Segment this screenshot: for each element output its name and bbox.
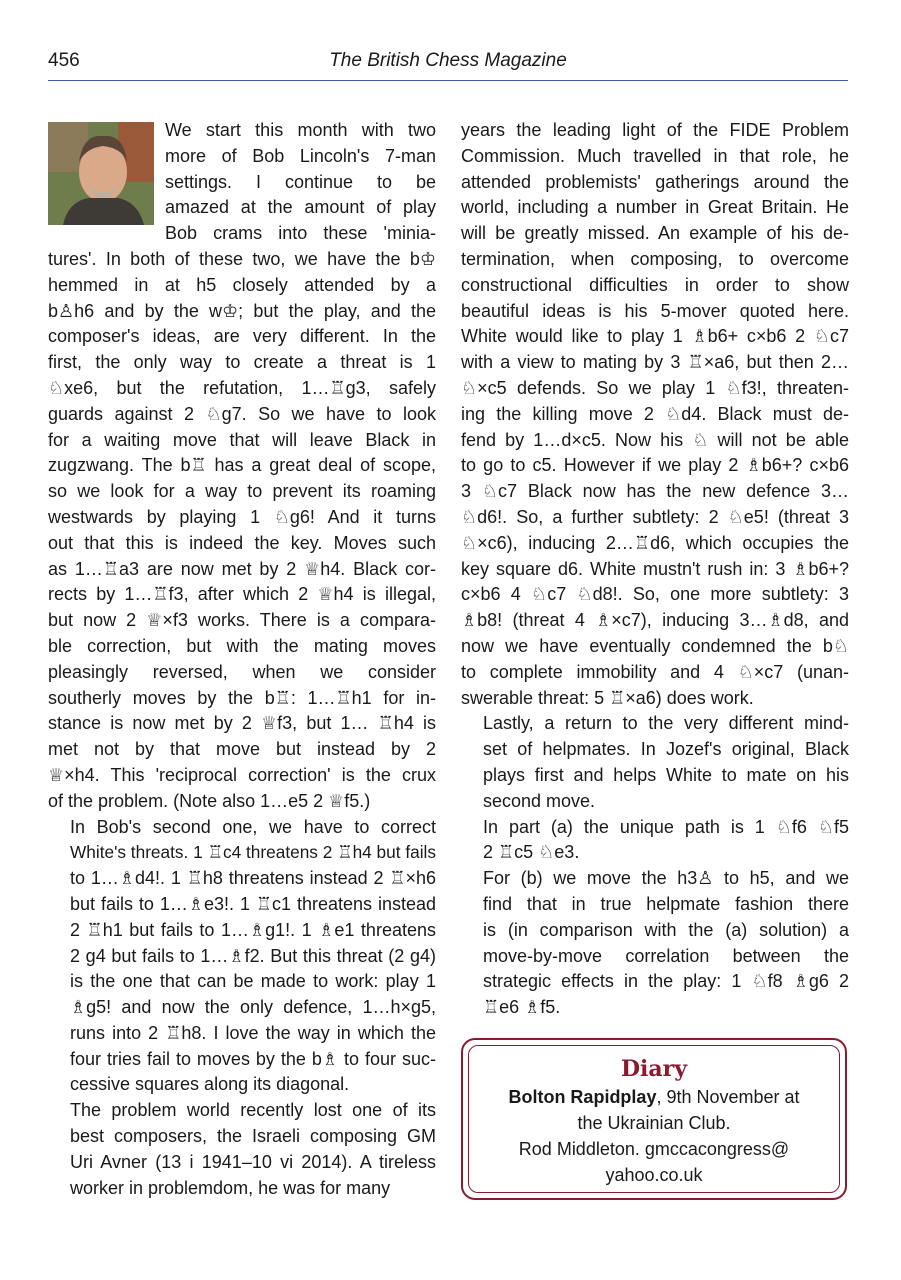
text-line: now we have eventually condemned the b♘ — [461, 635, 849, 656]
text-line: move-by-move correlation between the — [483, 945, 849, 966]
text-line: tures'. In both of these two, we have the b♔ — [48, 248, 436, 269]
text-line: key square d6. White mustn't rush in: 3 ♗b6+? — [461, 558, 849, 579]
text-line: is the one that can be made to work: play 1 — [70, 971, 436, 992]
text-line: worker in problemdom, he was for many — [70, 1177, 391, 1198]
text-line: runs into 2 ♖h8. I love the way in which the — [70, 1022, 436, 1043]
text-line: ing the killing move 2 ♘d4. Black must de- — [461, 403, 849, 424]
text-line: but fails to 1…♗e3!. 1 ♖c1 threatens instead — [70, 893, 436, 914]
text-line: The problem world recently lost one of its — [70, 1100, 436, 1121]
text-line: ♕×h4. This 'reciprocal correction' is the crux — [48, 764, 436, 785]
text-line: four tries fail to moves by the b♗ to four suc- — [70, 1048, 436, 1069]
text-line: fend by 1…d×c5. Now his ♘ will not be able — [461, 429, 849, 450]
text-line: cessive squares along its diagonal. — [70, 1074, 350, 1095]
diary-event-line — [469, 1084, 839, 1110]
text-line: years the leading light of the FIDE Problem — [461, 120, 849, 140]
text-line: ♗g5! and now the only defence, 1…h×g5, — [70, 997, 436, 1018]
diary-title: Diary — [620, 1056, 688, 1082]
text-line: We start this month with two — [165, 120, 436, 140]
text-line: ble correction, but with the mating moves — [48, 635, 436, 656]
text-line: to go to c5. However if we play 2 ♗b6+? c×b6 — [461, 455, 849, 476]
author-photo — [48, 122, 154, 225]
text-line: hemmed in at h5 closely attended by a — [48, 274, 436, 295]
text-line: find that in true helpmate fashion there — [483, 893, 849, 914]
text-line: plays first and helps White to mate on his — [483, 764, 849, 785]
text-line: ♘×c5 defends. So we play 1 ♘f3!, threaten- — [461, 377, 849, 398]
text-line: for a waiting move that will leave Black in — [48, 429, 436, 450]
text-line: more of Bob Lincoln's 7-man — [165, 145, 436, 166]
text-line: with a view to mating by 3 ♖×a6, but then 2… — [461, 352, 849, 373]
text-line: Uri Avner (13 i 1941–10 vi 2014). A tireless — [70, 1151, 436, 1172]
paragraph — [461, 118, 849, 711]
text-line: to 1…♗d4!. 1 ♖h8 threatens instead 2 ♖×h6 — [70, 868, 436, 889]
text-line: met not by that move but instead by 2 — [48, 739, 436, 760]
text-line: termination, when composing, to overcome — [461, 248, 849, 269]
paragraph — [48, 1098, 436, 1201]
text-line: amazed at the amount of play — [165, 197, 436, 218]
text-line: Commission. Much travelled in that role, he — [461, 145, 849, 166]
text-line: zugzwang. The b♖ has a great deal of scope, — [48, 455, 436, 476]
right-column — [461, 118, 849, 1021]
text-line: swerable threat: 5 ♖×a6) does work. — [461, 687, 754, 708]
text-line: ♘×c6), inducing 2…♖d6, which occupies the — [461, 532, 849, 553]
text-line: 2 ♖h1 but fails to 1…♗g1!. 1 ♗e1 threatens — [70, 919, 436, 940]
diary-inner-frame — [468, 1045, 840, 1193]
text-line: c×b6 4 ♘c7 ♘d8!. So, one more subtlety: 3 — [461, 584, 849, 605]
text-line: strategic effects in the play: 1 ♘f8 ♗g6 2 — [483, 971, 849, 992]
text-line: ♘d6!. So, a further subtlety: 2 ♘e5! (threat 3 — [461, 506, 849, 527]
header-rule — [48, 80, 848, 81]
diary-venue: the Ukrainian Club. — [577, 1113, 731, 1133]
text-line: first, the only way to create a threat is 1 — [48, 352, 436, 373]
paragraph — [461, 711, 849, 814]
text-line: 2 ♖c5 ♘e3. — [483, 842, 580, 863]
diary-event-details: , 9th November at — [656, 1087, 800, 1107]
text-line: 2 g4 but fails to 1…♗f2. But this threat (2 g4) — [70, 945, 436, 966]
text-line: In Bob's second one, we have to correct — [70, 816, 436, 837]
text-line: is (in comparison with the (a) solution) a — [483, 919, 849, 940]
text-line: second move. — [483, 790, 596, 811]
text-line: rects by 1…♖f3, after which 2 ♕h4 is illegal, — [48, 584, 436, 605]
text-line: southerly moves by the b♖: 1…♖h1 for in- — [48, 687, 436, 708]
text-line: to complete immobility and 4 ♘×c7 (unan- — [461, 661, 849, 682]
diary-contact-domain: yahoo.co.uk — [605, 1165, 703, 1185]
text-line: ♖e6 ♗f5. — [483, 997, 561, 1018]
text-line: beautiful ideas is his 5-mover quoted here. — [461, 300, 849, 321]
paragraph — [48, 815, 436, 1099]
diary-box — [461, 1038, 847, 1200]
text-line: ♗b8! (threat 4 ♗×c7), inducing 3…♗d8, and — [461, 610, 849, 631]
text-line: stance is now met by 2 ♕f3, but 1… ♖h4 is — [48, 713, 436, 734]
diary-event-name: Bolton Rapidplay — [508, 1087, 657, 1107]
left-column — [48, 118, 436, 1201]
text-line: For (b) we move the h3♙ to h5, and we — [483, 868, 849, 889]
text-line: pleasingly reversed, when we consider — [48, 661, 436, 682]
text-line: out that this is indeed the key. Moves such — [48, 532, 436, 553]
text-line: will be greatly missed. An example of his de- — [461, 223, 849, 244]
text-line: composer's ideas, are very different. In the — [48, 326, 436, 347]
text-line: Bob crams into these 'minia- — [165, 223, 436, 244]
text-line: set of helpmates. In Jozef's original, Black — [483, 739, 849, 760]
text-line: westwards by playing 1 ♘g6! And it turns — [48, 506, 436, 527]
page-number: 456 — [48, 50, 80, 71]
text-line: attended problemists' gatherings around the — [461, 171, 849, 192]
magazine-title: The British Chess Magazine — [329, 50, 567, 71]
page-header — [48, 50, 848, 76]
text-line: White would like to play 1 ♗b6+ c×b6 2 ♘c7 — [461, 326, 849, 347]
text-line: best composers, the Israeli composing GM — [70, 1126, 436, 1147]
paragraph — [461, 815, 849, 867]
text-line: world, including a number in Great Britain. He — [461, 197, 849, 218]
text-line: so we look for a way to prevent its roaming — [48, 481, 436, 502]
diary-contact: Rod Middleton. gmccacongress@ — [518, 1139, 790, 1159]
text-line: Lastly, a return to the very different mind- — [483, 713, 849, 734]
paragraph — [461, 866, 849, 1021]
text-line: of the problem. (Note also 1…e5 2 ♕f5.) — [48, 790, 371, 811]
text-line: guards against 2 ♘g7. So we have to look — [48, 403, 436, 424]
text-line: settings. I continue to be — [165, 171, 436, 192]
text-line: White's threats. 1 ♖c4 threatens 2 ♖h4 but fails — [70, 842, 436, 863]
text-line: constructional difficulties in order to show — [461, 274, 849, 295]
text-line: but now 2 ♕×f3 works. There is a compara- — [48, 610, 436, 631]
text-line: ♘xe6, but the refutation, 1…♖g3, safely — [48, 377, 436, 398]
text-line: In part (a) the unique path is 1 ♘f6 ♘f5 — [483, 816, 849, 837]
text-line: b♙h6 and by the w♔; but the play, and the — [48, 300, 436, 321]
text-line: as 1…♖a3 are now met by 2 ♕h4. Black cor- — [48, 558, 436, 579]
text-line: 3 ♘c7 Black now has the new defence 3… — [461, 481, 849, 502]
